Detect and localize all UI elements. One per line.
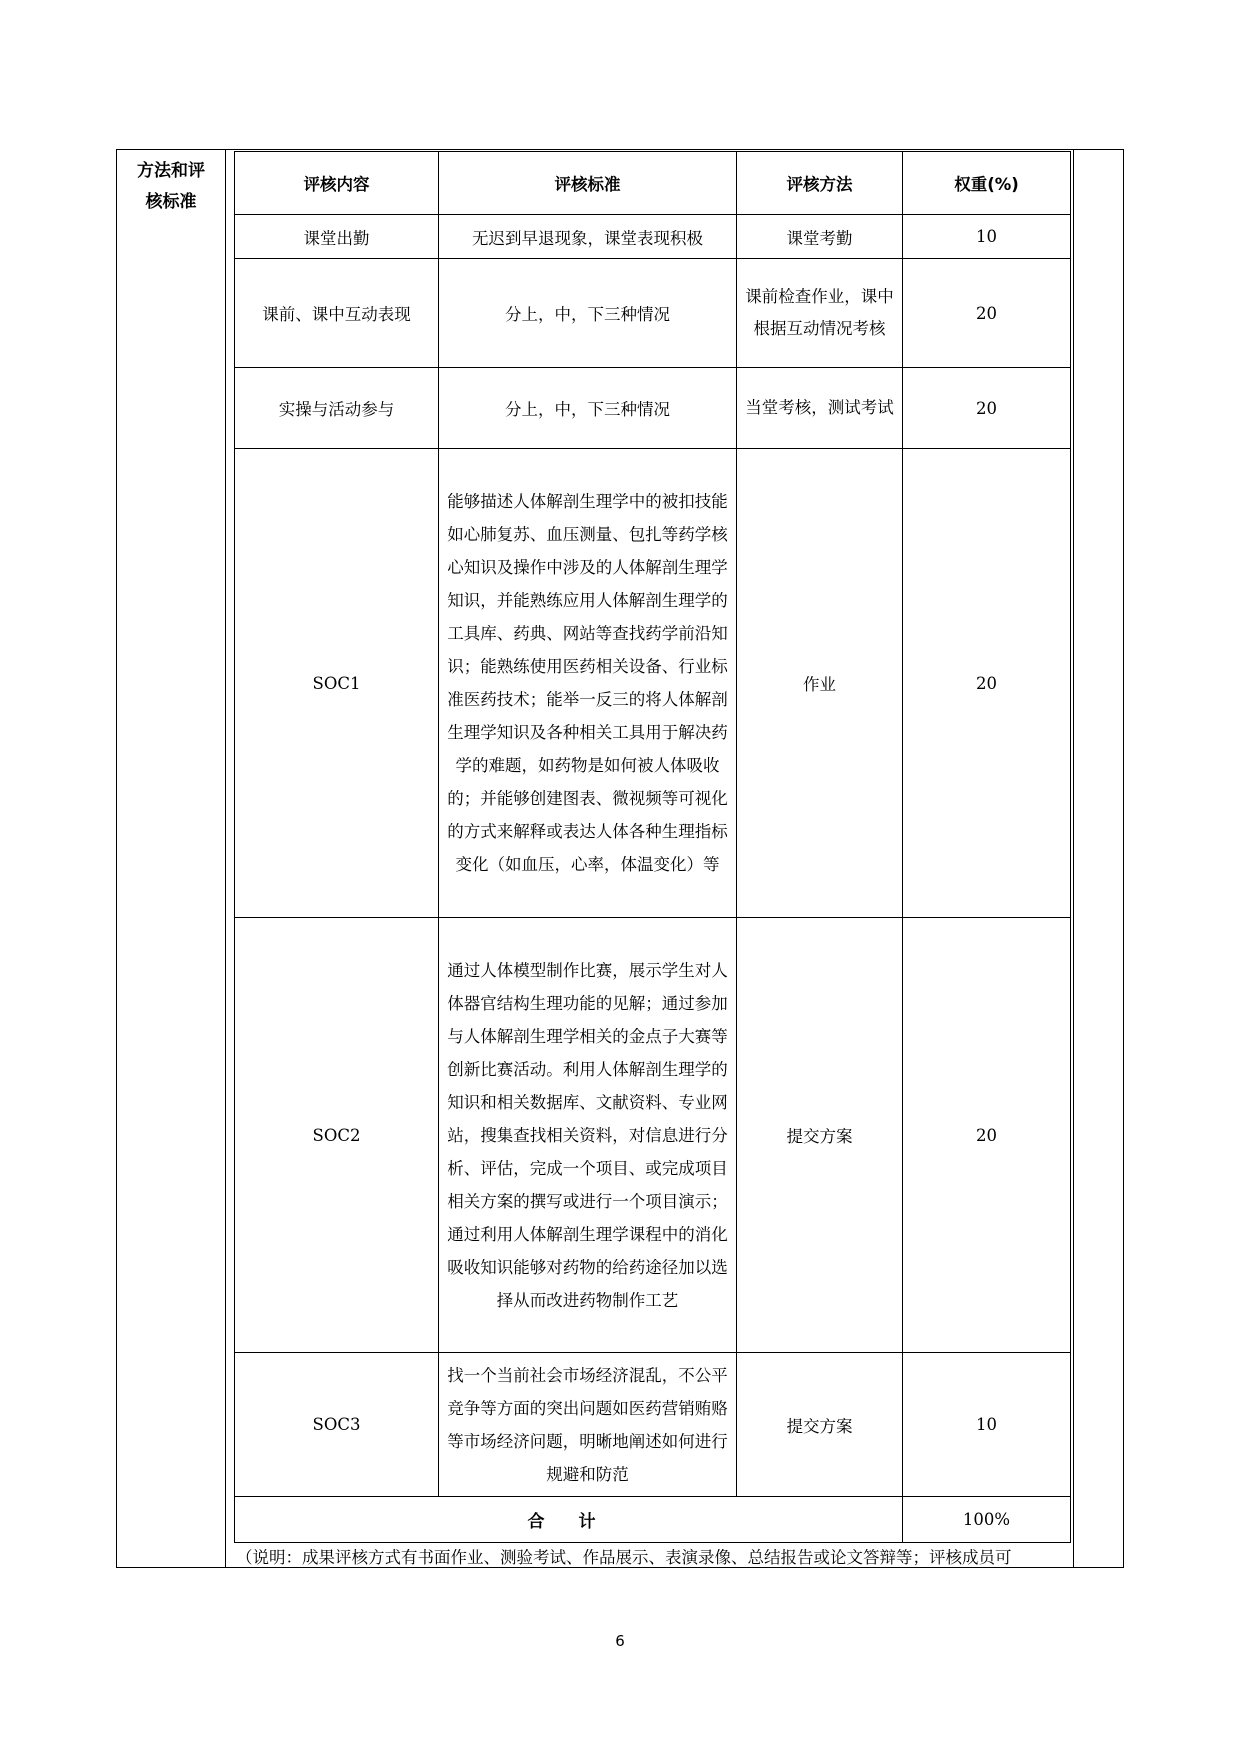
row-method: 提交方案 [737, 918, 903, 1353]
header-content: 评核内容 [235, 152, 439, 215]
row-standard: 分上，中，下三种情况 [439, 259, 737, 368]
table-row [235, 918, 1071, 1353]
table-row [235, 1353, 1071, 1497]
header-weight: 权重(%) [903, 152, 1071, 215]
table-header-row [235, 152, 1071, 215]
total-row [235, 1497, 1071, 1543]
label-column-divider [225, 150, 226, 1567]
row-method: 课堂考勤 [737, 215, 903, 259]
page-number: 6 [615, 1632, 625, 1650]
row-weight: 10 [903, 1353, 1071, 1497]
row-content: SOC1 [235, 449, 439, 918]
table-row [235, 215, 1071, 259]
total-value: 100% [903, 1497, 1071, 1543]
row-method: 提交方案 [737, 1353, 903, 1497]
row-standard: 找一个当前社会市场经济混乱，不公平竞争等方面的突出问题如医药营销贿赂等市场经济问题，明晰地阐述如何进行规避和防范 [439, 1353, 737, 1497]
row-content: SOC2 [235, 918, 439, 1353]
row-method: 当堂考核，测试考试 [737, 368, 903, 449]
row-content: 实操与活动参与 [235, 368, 439, 449]
row-standard: 分上，中，下三种情况 [439, 368, 737, 449]
row-standard: 无迟到早退现象，课堂表现积极 [439, 215, 737, 259]
header-method: 评核方法 [737, 152, 903, 215]
row-content: 课前、课中互动表现 [235, 259, 439, 368]
row-content: 课堂出勤 [235, 215, 439, 259]
table-row [235, 368, 1071, 449]
total-label: 合 计 [235, 1497, 903, 1543]
row-method: 课前检查作业，课中根据互动情况考核 [737, 259, 903, 368]
row-method: 作业 [737, 449, 903, 918]
section-label [117, 156, 225, 218]
row-standard: 通过人体模型制作比赛，展示学生对人体器官结构生理功能的见解；通过参加与人体解剖生理学相关的金点子大赛等创新比赛活动。利用人体解剖生理学的知识和相关数据库、文献资料、专业网站，搜集查找相关资料，对信息进行分析、评估，完成一个项目、或完成项目相关方案的撰写或进行一个项目演示；通过利用人体解剖生理学课程中的消化吸收知识能够对药物的给药途径加以选择从而改进药物制作工艺 [439, 918, 737, 1353]
right-margin-divider [1073, 150, 1074, 1567]
section-label-line-2: 核标准 [145, 192, 197, 212]
row-standard: 能够描述人体解剖生理学中的被扣技能如心肺复苏、血压测量、包扎等药学核心知识及操作中涉及的人体解剖生理学知识，并能熟练应用人体解剖生理学的工具库、药典、网站等查找药学前沿知识；能熟练使用医药相关设备、行业标准医药技术；能举一反三的将人体解剖生理学知识及各种相关工具用于解决药学的难题，如药物是如何被人体吸收的；并能够创建图表、微视频等可视化的方式来解释或表达人体各种生理指标变化（如血压，心率，体温变化）等 [439, 449, 737, 918]
row-weight: 20 [903, 918, 1071, 1353]
table-row [235, 259, 1071, 368]
row-weight: 20 [903, 368, 1071, 449]
note-text: （说明：成果评核方式有书面作业、测验考试、作品展示、表演录像、总结报告或论文答辩等；评核成员可 [236, 1548, 1012, 1567]
header-standard: 评核标准 [439, 152, 737, 215]
row-weight: 20 [903, 449, 1071, 918]
assessment-table [234, 151, 1071, 1543]
row-weight: 10 [903, 215, 1071, 259]
section-label-line-1: 方法和评 [137, 161, 205, 181]
row-weight: 20 [903, 259, 1071, 368]
table-row [235, 449, 1071, 918]
row-content: SOC3 [235, 1353, 439, 1497]
